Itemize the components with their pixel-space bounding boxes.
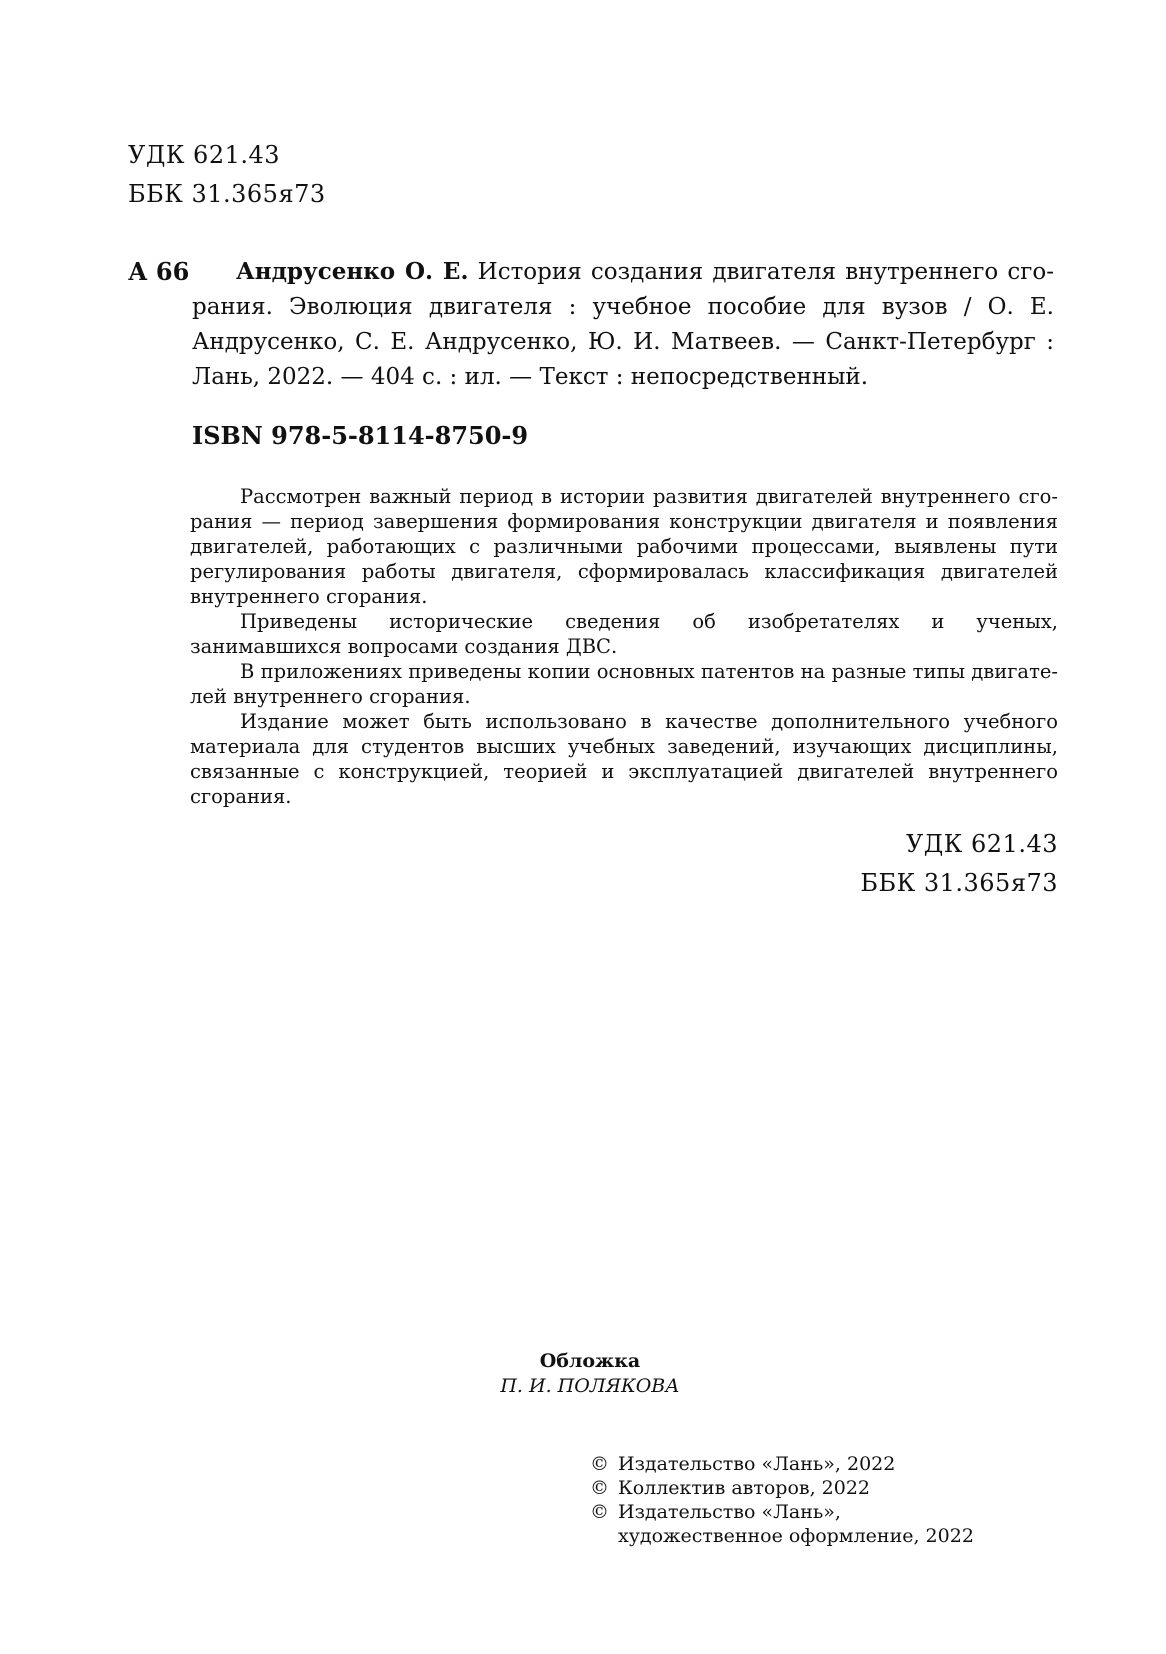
classification-codes-top [128,136,326,214]
copyright-block [590,1452,974,1548]
abstract-paragraph: Рассмотрен важный период в истории развития двигателей внутреннего сгорания — период завершения формирования конструкции двигателя и появления двигателей, работающих с различными рабочими процессами, выявлены пути регулирования работы двигателя, сформировалась классификация двигателей внутреннего сгорания. [190,485,1058,608]
copyright-symbol: © [590,1453,609,1475]
copyright-text: Издательство «Лань», 2022 [618,1453,896,1475]
bbk-code: ББК 31.365я73 [860,869,1058,897]
udk-code: УДК 621.43 [905,830,1058,858]
author-mark: А 66 [128,257,190,286]
bib-author: Андрусенко О. Е. [236,258,469,285]
copyright-line [590,1452,974,1476]
copyright-line [590,1500,974,1524]
copyright-symbol: © [590,1477,609,1499]
bbk-code: ББК 31.365я73 [128,180,326,208]
bibliographic-record [192,254,1054,395]
cover-label: Обложка [539,1350,641,1372]
abstract-paragraph: Приведены исторические сведения об изобретателях и ученых, занимавшихся вопросами создания ДВС. [190,610,1058,658]
copyright-text: Коллектив авторов, 2022 [618,1477,871,1499]
abstract [190,484,1058,809]
isbn: ISBN 978-5-8114-8750-9 [192,421,529,450]
classification-codes-bottom [860,825,1058,903]
copyright-line [590,1476,974,1500]
udk-code: УДК 621.43 [128,141,281,169]
bib-description: История создания двигателя внутреннего сгорания. Эволюция двигателя : учебное пособие для вузов / О. Е. Андрусенко, С. Е. Андрусенко, Ю. И. Матвеев. — Санкт-Петербург : Лань, 2022. — 404 с. : ил. — Текст : непосредственный. [192,259,1054,390]
copyright-text: Издательство «Лань», [618,1501,841,1523]
abstract-paragraph: В приложениях приведены копии основных патентов на разные типы двигателей внутреннего сгорания. [190,660,1058,708]
copyright-text-continued: художественное оформление, 2022 [618,1525,974,1547]
cover-credit [390,1349,790,1399]
abstract-paragraph: Издание может быть использовано в качестве дополнительного учебного материала для студентов высших учебных заведений, изучающих дисциплины, связанные с конструкцией, теорией и эксплуатацией двигателей внутреннего сгорания. [190,710,1058,808]
copyright-symbol: © [590,1501,609,1523]
cover-artist: П. И. ПОЛЯКОВА [500,1375,680,1397]
